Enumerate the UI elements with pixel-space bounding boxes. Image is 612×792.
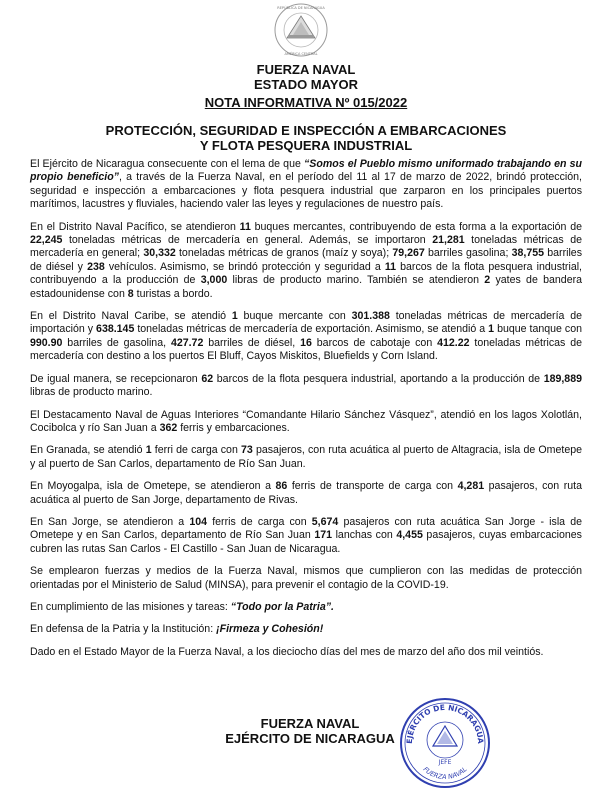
paragraph-text: barriles gasolina; bbox=[424, 247, 512, 260]
bold-figure: 62 bbox=[201, 372, 214, 385]
document-body bbox=[30, 158, 582, 668]
paragraph bbox=[30, 221, 582, 301]
paragraph-text: De igual manera, se recepcionaron bbox=[30, 372, 202, 385]
bold-figure: 427.72 bbox=[170, 336, 204, 349]
bold-figure: 638.145 bbox=[96, 323, 135, 336]
bold-figure: 2 bbox=[484, 274, 491, 287]
emphasis-text: “Todo por la Patria”. bbox=[230, 600, 334, 613]
paragraph bbox=[30, 623, 582, 636]
paragraph-text: El Ejército de Nicaragua consecuente con el lema de que bbox=[30, 158, 304, 170]
subject-heading bbox=[0, 123, 612, 153]
paragraph-text: En el Distrito Naval Pacífico, se atendieron bbox=[30, 220, 240, 233]
paragraph bbox=[30, 601, 582, 614]
national-emblem-logo bbox=[270, 2, 332, 58]
bold-figure: 1 bbox=[145, 444, 152, 457]
paragraph-text: pasajeros, con ruta acuática al puerto de Altagracia, isla de Ometepe y al puerto de San Carlos, departamento de Río San Juan. bbox=[30, 444, 582, 470]
paragraph-text: En San Jorge, se atendieron a bbox=[30, 515, 190, 528]
paragraph-text: yates de bandera estadounidense con bbox=[30, 274, 583, 300]
signature-line-1: FUERZA NAVAL bbox=[260, 716, 360, 731]
paragraph bbox=[30, 409, 582, 436]
paragraph-text: toneladas métricas de granos (maíz y soya); bbox=[175, 247, 393, 260]
bold-figure: 238 bbox=[87, 260, 105, 273]
paragraph-text: En cumplimiento de las misiones y tareas: bbox=[30, 600, 231, 613]
bold-figure: 412.22 bbox=[437, 336, 470, 349]
seal-bottom-text: FUERZA NAVAL bbox=[421, 765, 469, 782]
bold-figure: 4,455 bbox=[396, 529, 423, 542]
paragraph-text: libras de producto marino. bbox=[30, 386, 153, 399]
official-seal-stamp bbox=[398, 696, 492, 790]
note-number: NOTA INFORMATIVA Nº 015/2022 bbox=[204, 95, 408, 110]
paragraph-text: barriles de diésel, bbox=[203, 336, 301, 349]
paragraph bbox=[30, 373, 582, 400]
paragraph-text: Dado en el Estado Mayor de la Fuerza Naval, a los dieciocho días del mes de marzo del año dos mil veintiós. bbox=[30, 645, 544, 658]
org-title: FUERZA NAVAL bbox=[256, 62, 356, 77]
bold-figure: 38,755 bbox=[511, 247, 545, 260]
bold-figure: 21,281 bbox=[432, 234, 465, 247]
paragraph bbox=[30, 310, 582, 364]
paragraph bbox=[30, 444, 582, 471]
paragraph-text: En el Distrito Naval Caribe, se atendió bbox=[30, 310, 232, 323]
paragraph-text: toneladas métricas de mercadería de importación y bbox=[30, 310, 582, 336]
subject-line-1: PROTECCIÓN, SEGURIDAD E INSPECCIÓN A EMBARCACIONES bbox=[105, 123, 507, 138]
paragraph-text: buque mercante con bbox=[237, 310, 352, 323]
paragraph-text: barcos de la flota pesquera industrial, aportando a la producción de bbox=[213, 372, 544, 385]
paragraph-text: pasajeros, con ruta acuática al puerto de San Jorge, departamento de Rivas. bbox=[30, 480, 582, 506]
paragraph bbox=[30, 565, 582, 592]
paragraph-text: toneladas métricas de mercadería de exportación. Asimismo, se atendió a bbox=[134, 323, 489, 336]
bold-figure: 1 bbox=[488, 323, 495, 336]
paragraph-text: turistas a bordo. bbox=[133, 287, 213, 300]
paragraph-text: En defensa de la Patria y la Institución: bbox=[30, 623, 217, 636]
paragraph bbox=[30, 480, 582, 507]
bold-figure: 4,281 bbox=[457, 480, 485, 493]
paragraph-text: ferris de transporte de carga con bbox=[287, 480, 458, 493]
paragraph-text: En Moyogalpa, isla de Ometepe, se atendieron a bbox=[30, 480, 276, 493]
paragraph-text: barcos de la flota pesquera industrial, contribuyendo a la producción de bbox=[30, 260, 583, 287]
paragraph bbox=[30, 516, 582, 556]
bold-figure: 362 bbox=[159, 421, 178, 434]
paragraph-text: libras de producto marino. También se atendieron bbox=[227, 274, 485, 287]
paragraph-text: pasajeros, cuyas embarcaciones cubren las rutas San Carlos - El Castillo - San Juan de Nicaragua. bbox=[30, 529, 582, 555]
bold-figure: 5,674 bbox=[311, 515, 339, 528]
emblem-top-text: REPÚBLICA DE NICARAGUA bbox=[277, 6, 325, 10]
bold-figure: 16 bbox=[300, 336, 312, 349]
paragraph-text: toneladas métricas de mercadería en general. Además, se importaron bbox=[62, 234, 433, 247]
bold-figure: 79,267 bbox=[392, 247, 425, 260]
paragraph-text: lanchas con bbox=[332, 529, 397, 542]
paragraph-text: barriles de diésel y bbox=[30, 247, 582, 273]
paragraph bbox=[30, 158, 582, 212]
paragraph-text: ferri de carga con bbox=[151, 444, 242, 457]
paragraph-text: buques mercantes, contribuyendo de esta forma a la exportación de bbox=[250, 220, 582, 233]
emblem-bottom-text: AMÉRICA CENTRAL bbox=[284, 52, 318, 56]
bold-figure: 171 bbox=[314, 529, 332, 542]
bold-figure: 990.90 bbox=[30, 336, 63, 349]
unit-title: ESTADO MAYOR bbox=[253, 77, 358, 92]
paragraph-text: vehículos. Asimismo, se brindó protección y seguridad a bbox=[104, 260, 385, 273]
emphasis-text: ¡Firmeza y Cohesión! bbox=[216, 623, 324, 636]
subject-line-2: Y FLOTA PESQUERA INDUSTRIAL bbox=[199, 138, 413, 153]
emphasis-text: “Somos el Pueblo mismo uniformado trabajando en su propio beneficio” bbox=[30, 158, 582, 184]
bold-figure: 1 bbox=[231, 310, 238, 323]
seal-ring-text: EJÉRCITO DE NICARAGUA bbox=[404, 702, 486, 744]
bold-figure: 11 bbox=[239, 220, 251, 233]
paragraph-text: El Destacamento Naval de Aguas Interiores “Comandante Hilario Sánchez Vásquez”, atendió en los lagos Xolotlán, Cocibolca y río San Juan a bbox=[30, 408, 582, 434]
bold-figure: 8 bbox=[127, 287, 134, 300]
paragraph-text: ferris de carga con bbox=[207, 515, 312, 528]
bold-figure: 11 bbox=[384, 260, 397, 273]
paragraph-text: En Granada, se atendió bbox=[30, 444, 146, 457]
signature-line-2: EJÉRCITO DE NICARAGUA bbox=[225, 731, 395, 746]
paragraph-text: pasajeros con ruta acuática San Jorge - isla de Ometepe y en San Carlos, departamento de Río San Juan bbox=[30, 515, 583, 542]
bold-figure: 189,889 bbox=[543, 372, 582, 385]
bold-figure: 73 bbox=[241, 444, 253, 457]
paragraph-text: barcos de cabotaje con bbox=[311, 336, 438, 349]
bold-figure: 22,245 bbox=[30, 234, 63, 247]
seal-center-text: JEFE bbox=[438, 759, 452, 766]
paragraph-text: buque tanque con bbox=[494, 323, 582, 336]
paragraph-text: toneladas métricas de mercadería con destino a los puertos El Bluff, Cayos Miskitos, Bluefields y Corn Island. bbox=[30, 336, 582, 363]
bold-figure: 86 bbox=[275, 480, 288, 493]
bold-figure: 30,332 bbox=[143, 247, 176, 260]
paragraph bbox=[30, 646, 582, 659]
paragraph-text: toneladas métricas de mercadería en general; bbox=[30, 234, 582, 260]
paragraph-text: barriles de gasolina, bbox=[62, 336, 171, 349]
bold-figure: 3,000 bbox=[200, 274, 228, 287]
paragraph-text: Se emplearon fuerzas y medios de la Fuerza Naval, mismos que cumplieron con las medidas de protección orientadas por el Ministerio de Salud (MINSA), para prevenir el contagio de la COVID-19. bbox=[30, 565, 582, 591]
bold-figure: 104 bbox=[189, 515, 208, 528]
paragraph-text: ferris y embarcaciones. bbox=[177, 421, 290, 434]
bold-figure: 301.388 bbox=[351, 310, 390, 323]
signature-block bbox=[210, 716, 410, 746]
paragraph-text: , a través de la Fuerza Naval, en el período del 11 al 17 de marzo de 2022, brindó protección, seguridad e inspección a embarcaciones y flota pesquera industrial que zarparon en los principales puertos marítimos, lacustres y fluviales, haciendo valer las leyes y regulaciones de nuestro país. bbox=[30, 171, 582, 211]
svg-text:FUERZA NAVAL bbox=[421, 765, 468, 781]
